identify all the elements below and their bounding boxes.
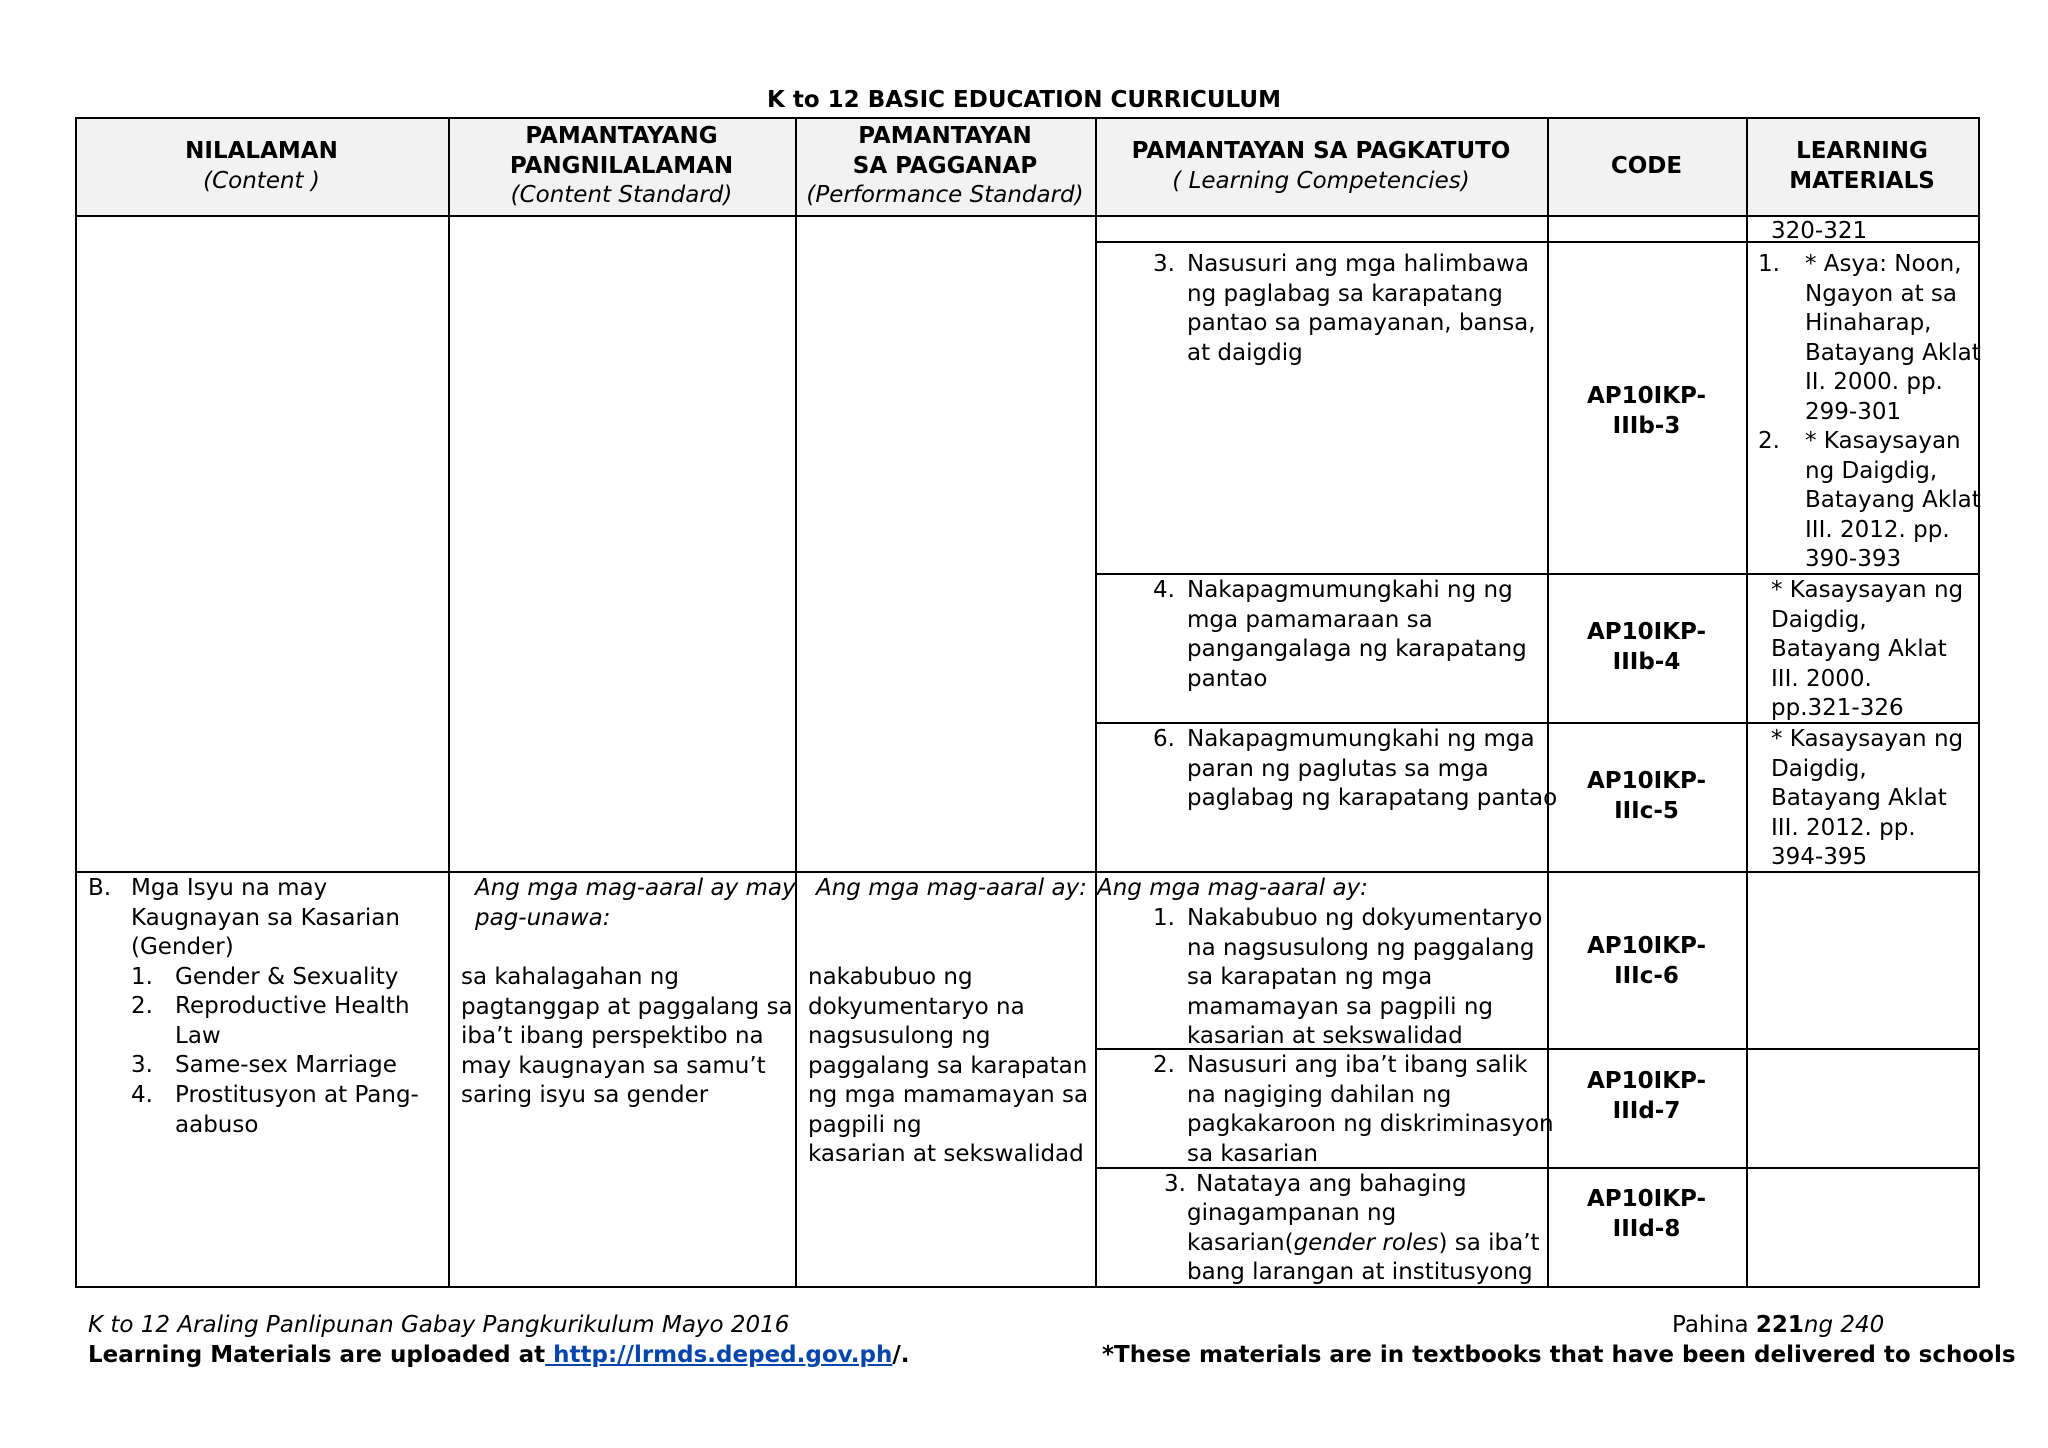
text-line: Ang mga mag-aaral ay may [475, 875, 796, 901]
text-line: na nagsusulong ng paggalang [1187, 934, 1535, 961]
text-line: kasarian at sekswalidad [808, 1141, 1084, 1167]
code-line: IIIb-4 [1612, 648, 1681, 675]
text-line: Hinaharap, [1805, 310, 1932, 336]
content-item-number: 2. [131, 993, 153, 1019]
text-line: saring isyu sa gender [461, 1082, 709, 1108]
competency-text [1187, 576, 1527, 694]
text-line: Daigdig, [1771, 755, 1867, 782]
text-line: ginagampanan ng [1187, 1200, 1397, 1226]
text-fragment: ) sa iba’t [1438, 1229, 1540, 1256]
materials-text [1805, 250, 1981, 427]
page-current: 221 [1755, 1312, 1804, 1338]
text-line: ng mga mamamayan sa [808, 1082, 1089, 1108]
content-item-number: 4. [131, 1082, 153, 1108]
competency-text [1187, 1199, 1540, 1288]
header-title-line: SA PAGGANAP [852, 152, 1038, 179]
upload-end: /. [892, 1342, 910, 1368]
code-line: AP10IKP- [1586, 1068, 1707, 1094]
text-line: pagpili ng [808, 1111, 922, 1138]
footer-delivery-note: *These materials are in textbooks that have been delivered to schools [1102, 1342, 2016, 1368]
content-item-text: Same-sex Marriage [175, 1052, 397, 1078]
text-line: paran ng paglutas sa mga [1187, 755, 1489, 782]
text-line: at daigdig [1187, 339, 1303, 366]
code-cell [1547, 932, 1746, 991]
text-line: 299-301 [1805, 398, 1902, 425]
text-line: Batayang Aklat [1771, 636, 1947, 662]
code-line: IIIb-3 [1612, 412, 1681, 439]
header-title: PAMANTAYAN SA PAGKATUTO [1131, 138, 1511, 164]
competency-number: 1. [1153, 905, 1175, 931]
rule [75, 215, 1980, 217]
competency-number: 4. [1153, 577, 1175, 603]
text-line: sa karapatan ng mga [1187, 964, 1433, 990]
performance-text [808, 963, 1088, 1170]
text-line: dokyumentaryo na [808, 993, 1025, 1020]
text-line: Nasusuri ang mga halimbawa [1187, 251, 1530, 277]
competency-text [1187, 904, 1542, 1052]
text-line: Nakapagmumungkahi ng mga [1187, 726, 1535, 752]
content-item-text: Gender & Sexuality [175, 964, 399, 990]
header-title-line: PANGNILALAMAN [509, 152, 734, 179]
code-cell [1547, 767, 1746, 826]
text-line: pp.321-326 [1771, 695, 1904, 721]
text-line: paglabag ng karapatang pantao [1187, 785, 1558, 811]
code-line: AP10IKP- [1586, 1186, 1707, 1212]
header-learning-competencies [1095, 137, 1547, 196]
header-title-line: PAMANTAYAN [858, 123, 1032, 149]
rule [75, 117, 1980, 119]
text-line: * Kasaysayan ng [1771, 577, 1964, 603]
competency-number: 2. [1153, 1052, 1175, 1078]
page-number [1672, 1311, 1884, 1341]
text-line: aabuso [175, 1111, 259, 1138]
materials-text [1771, 576, 1963, 724]
text-line: Batayang Aklat [1805, 339, 1981, 366]
text-line: pantao [1187, 665, 1268, 692]
code-line: AP10IKP- [1586, 933, 1707, 959]
text-line: sa kahalagahan ng [461, 964, 679, 990]
text-line-mixed [1187, 1229, 1540, 1259]
code-line: AP10IKP- [1586, 768, 1707, 794]
text-line: Nasusuri ang iba’t ibang salik [1187, 1052, 1528, 1078]
text-line: 394-395 [1771, 844, 1868, 870]
text-line: III. 2000. [1771, 665, 1872, 692]
text-line: bang larangan at institusyong [1187, 1259, 1533, 1285]
header-learning-materials [1746, 137, 1978, 196]
header-subtitle: (Performance Standard) [806, 182, 1084, 208]
materials-cell: 320-321 [1771, 218, 1868, 244]
materials-number: 2. [1758, 428, 1780, 454]
code-line: IIId-8 [1612, 1215, 1681, 1242]
text-line: Batayang Aklat [1771, 785, 1947, 811]
rule [1746, 117, 1748, 1287]
content-item-text [175, 992, 410, 1051]
text-line: pagtanggap at paggalang sa [461, 993, 793, 1020]
text-line: iba’t ibang perspektibo na [461, 1023, 764, 1049]
lrmds-link[interactable]: http://lrmds.deped.gov.ph [545, 1342, 893, 1368]
header-title-line: LEARNING [1796, 138, 1928, 164]
competency-text [1187, 1051, 1554, 1169]
header-code [1547, 152, 1746, 182]
text-line: pantao sa pamayanan, bansa, [1187, 310, 1536, 336]
content-standard-text [461, 963, 793, 1111]
content-item-text [175, 1081, 419, 1140]
header-subtitle: (Content Standard) [510, 182, 733, 208]
text-line: Daigdig, [1771, 606, 1867, 633]
code-line: IIIc-5 [1614, 797, 1679, 824]
text-line: * Asya: Noon, [1805, 251, 1962, 277]
text-fragment-italic: gender roles [1293, 1229, 1439, 1256]
text-line: nagsusulong ng [808, 1023, 991, 1049]
text-line: mga pamamaraan sa [1187, 606, 1433, 633]
header-content-standard [448, 122, 795, 211]
header-nilalaman [75, 137, 448, 196]
text-line: Kaugnayan sa Kasarian [131, 904, 400, 931]
header-title-line: MATERIALS [1789, 167, 1935, 194]
text-line: sa kasarian [1187, 1140, 1318, 1167]
header-title: NILALAMAN [185, 138, 338, 164]
text-line: * Kasaysayan [1805, 428, 1961, 454]
text-line: Batayang Aklat [1805, 487, 1981, 513]
text-line: kasarian at sekswalidad [1187, 1023, 1463, 1049]
performance-intro: Ang mga mag-aaral ay: [816, 875, 1087, 901]
text-line: ng Daigdig, [1805, 457, 1938, 484]
text-line: paggalang sa karapatan [808, 1052, 1088, 1079]
text-line: nakabubuo ng [808, 964, 973, 990]
competency-text [1187, 250, 1536, 368]
text-line: (Gender) [131, 934, 234, 960]
page-total: ng 240 [1803, 1312, 1885, 1338]
header-subtitle: ( Learning Competencies) [1172, 167, 1470, 194]
header-subtitle: (Content ) [203, 167, 320, 194]
text-line: ng paglabag sa karapatang [1187, 280, 1503, 307]
code-line: AP10IKP- [1586, 383, 1707, 409]
competency-text [1187, 725, 1557, 814]
code-cell [1547, 618, 1746, 677]
materials-text [1771, 725, 1963, 873]
content-item-number: 3. [131, 1052, 153, 1078]
text-line: II. 2000. pp. [1805, 369, 1943, 395]
text-line: Prostitusyon at Pang- [175, 1082, 419, 1108]
text-line: Nakapagmumungkahi ng ng [1187, 577, 1513, 603]
text-line: may kaugnayan sa samu’t [461, 1052, 766, 1079]
materials-text [1805, 427, 1981, 575]
text-line: III. 2012. pp. [1771, 814, 1916, 841]
footer-guide-title: K to 12 Araling Panlipunan Gabay Pangkurikulum Mayo 2016 [88, 1312, 790, 1338]
text-line: na nagiging dahilan ng [1187, 1081, 1452, 1108]
text-line: Ngayon at sa [1805, 280, 1957, 307]
competency-text-line: Natataya ang bahaging [1196, 1171, 1467, 1197]
header-performance-standard [795, 122, 1095, 211]
rule [1095, 117, 1097, 1287]
text-line: * Kasaysayan ng [1771, 726, 1964, 752]
rule [795, 117, 797, 1287]
competency-number: 6. [1153, 726, 1175, 752]
content-letter: B. [88, 875, 112, 901]
footer-upload-note [88, 1341, 909, 1371]
content-title [131, 874, 400, 963]
header-title-line: PAMANTAYANG [525, 123, 718, 149]
text-line: Mga Isyu na may [131, 875, 328, 901]
page-label: Pahina [1672, 1312, 1756, 1338]
rule [75, 117, 77, 1287]
code-cell [1547, 1185, 1746, 1244]
text-line: Nakabubuo ng dokyumentaryo [1187, 905, 1543, 931]
code-cell [1547, 382, 1746, 441]
content-standard-intro [475, 874, 796, 933]
text-line: pag-unawa: [475, 904, 611, 931]
text-line: pangangalaga ng karapatang [1187, 636, 1527, 662]
code-line: IIId-7 [1612, 1097, 1681, 1124]
competency-intro: Ang mga mag-aaral ay: [1097, 875, 1368, 901]
doc-title: K to 12 BASIC EDUCATION CURRICULUM [767, 87, 1281, 113]
rule [75, 1286, 1980, 1288]
competency-number: 3. [1164, 1171, 1186, 1197]
text-fragment: kasarian( [1187, 1229, 1294, 1256]
text-line: pagkakaroon ng diskriminasyon [1187, 1111, 1554, 1137]
code-line: IIIc-6 [1614, 962, 1679, 989]
code-line: AP10IKP- [1586, 619, 1707, 645]
text-line: Reproductive Health [175, 993, 410, 1019]
text-line: 390-393 [1805, 546, 1902, 572]
code-cell [1547, 1067, 1746, 1126]
text-line: mamamayan sa pagpili ng [1187, 993, 1494, 1020]
rule [448, 117, 450, 1287]
upload-text: Learning Materials are uploaded at [88, 1342, 546, 1368]
text-line: Law [175, 1022, 221, 1049]
text-line: III. 2012. pp. [1805, 516, 1950, 543]
competency-number: 3. [1153, 251, 1175, 277]
materials-number: 1. [1758, 251, 1780, 277]
content-item-number: 1. [131, 964, 153, 990]
header-title: CODE [1610, 153, 1683, 179]
rule [75, 871, 1980, 873]
